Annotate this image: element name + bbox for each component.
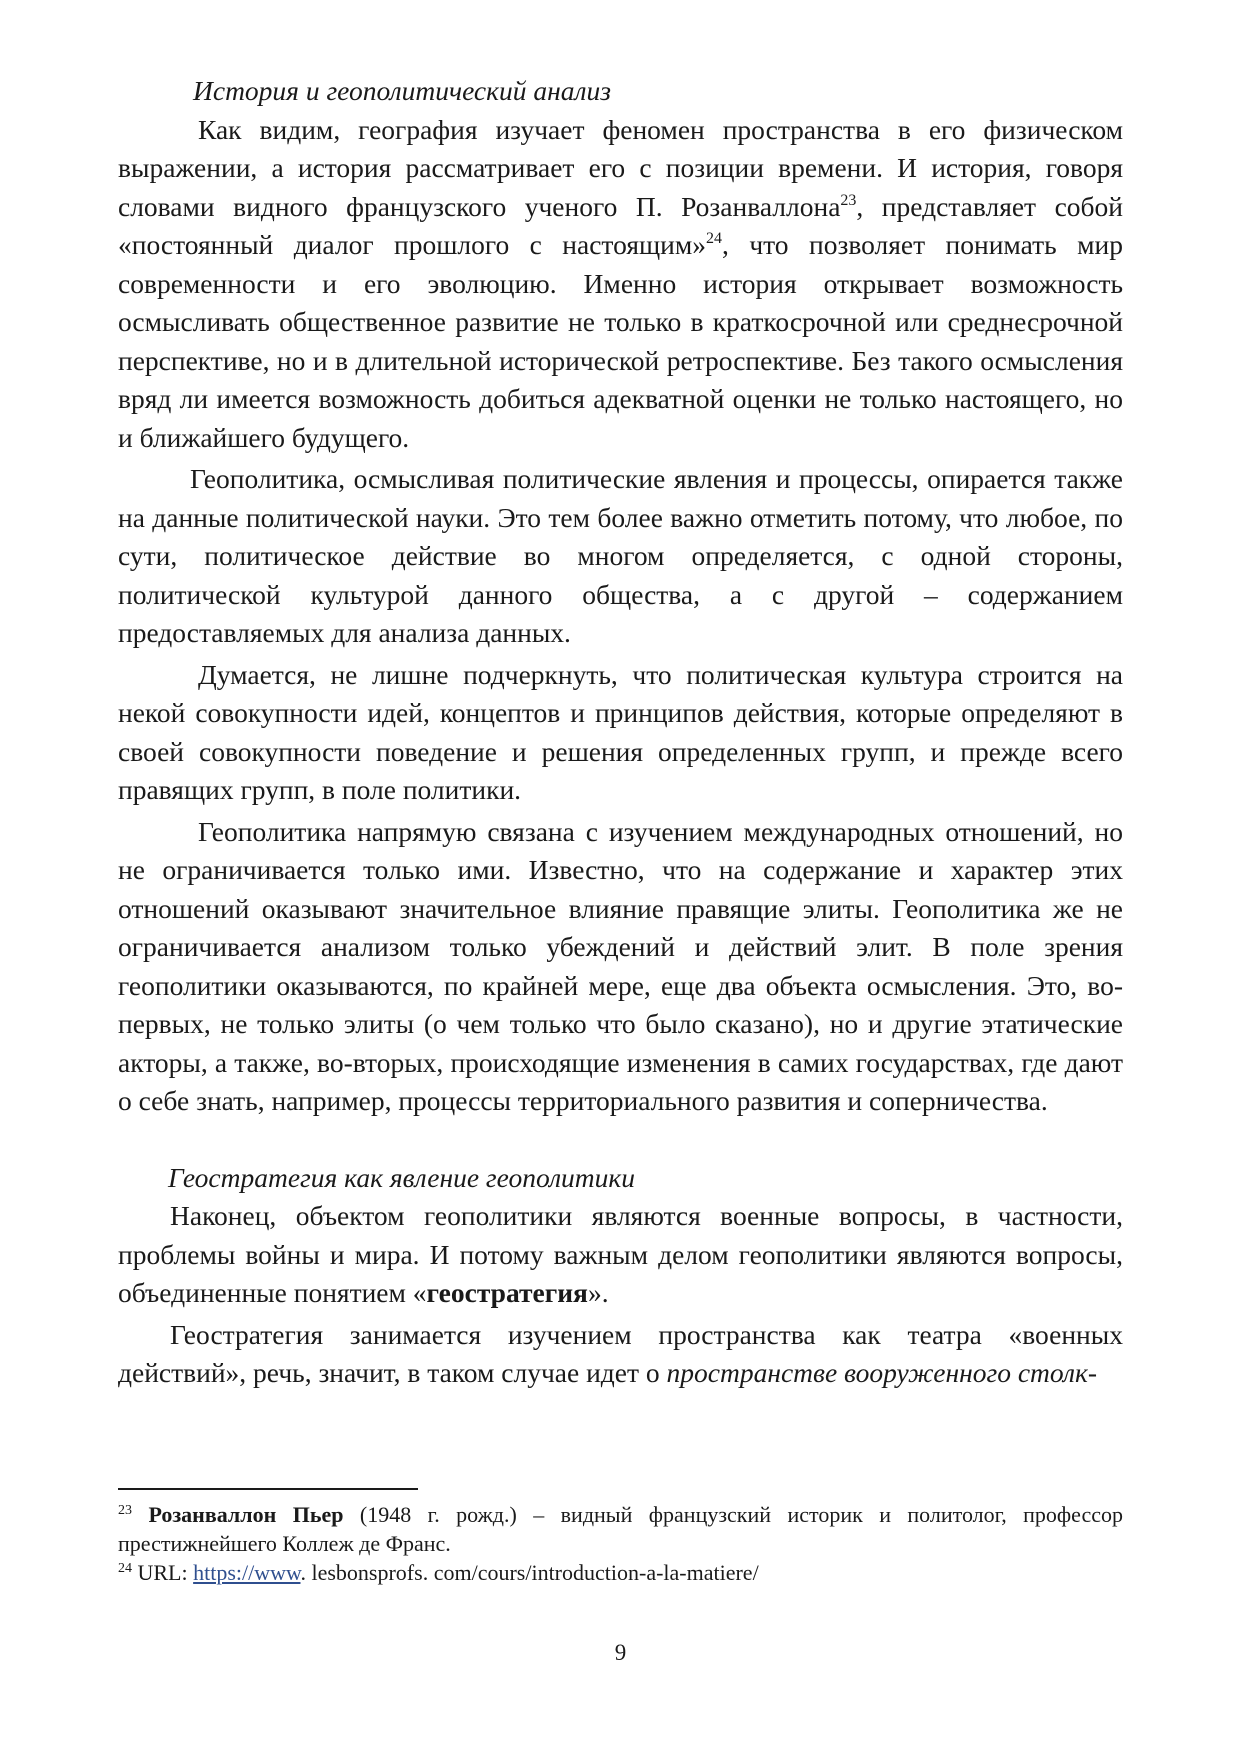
footnote-23-text: (1948 г. рожд.) – видный французский историк и политолог, профессор престижнейшего Коллеж де Франс. (118, 1502, 1124, 1556)
section-heading-history: История и геополитический анализ (193, 75, 611, 106)
footnote-23-number: 23 (118, 1503, 132, 1518)
footnotes (118, 1488, 1123, 1587)
paragraph-political-culture: Думается, не лишне подчеркнуть, что политическая культура строится на некой совокупности идей, концептов и принципов действия, которые определяют в своей совокупности поведение и решения определенных групп, и прежде всего правящих групп, в поле политики. (118, 658, 1123, 805)
page-number: 9 (614, 1640, 627, 1665)
footnote-24 (118, 1558, 1123, 1587)
paragraph-history (118, 111, 1123, 458)
footnote-23 (118, 1500, 1123, 1558)
footnote-24-number: 24 (118, 1561, 132, 1576)
footnote-ref-24[interactable]: 24 (706, 230, 723, 247)
paragraph-history-part-b: , представляет собой «постоянный диалог прошлого с настоящим» (118, 190, 1123, 260)
main-text (118, 72, 1123, 1396)
paragraph-geostrategy-italic: пространстве вооруженного столк- (666, 1357, 1097, 1388)
paragraph-geostrategy-definition (118, 1316, 1123, 1393)
footnote-24-rest: . lesbonsprofs. com/cours/introduction-a-la-matiere/ (300, 1560, 759, 1585)
footnote-24-prefix: URL: (132, 1560, 194, 1585)
paragraph-history-part-c: , что позволяет понимать мир современности и его эволюцию. Именно история открывает возможность осмысливать общественное развитие не только в краткосрочной или среднесрочной перспективе, но и в длительной исторической ретроспективе. Без такого осмысления вряд ли имеется возможность добиться адекватной оценки не только настоящего, но и ближайшего будущего. (118, 229, 1123, 453)
paragraph-military-questions (118, 1197, 1123, 1313)
paragraph-military-part-a: Наконец, объектом геополитики являются военные вопросы, в частности, проблемы войны и мира. И потому важным делом геополитики являются вопросы, объединенные понятием « (118, 1200, 1123, 1308)
paragraph-military-part-b: ». (587, 1277, 609, 1308)
paragraph-political-science: Геополитика, осмысливая политические явления и процессы, опирается также на данные политической науки. Это тем более важно отметить потому, что любое, по сути, политическое действие во многом определяется, с одной стороны, политической культурой данного общества, а с другой – содержанием предоставляемых для анализа данных. (118, 463, 1123, 648)
section-heading-geostrategy: Геостратегия как явление геополитики (168, 1161, 636, 1193)
footnote-separator (118, 1488, 418, 1490)
footnote-23-name: Розанваллон Пьер (148, 1502, 344, 1527)
footnote-24-link[interactable]: https://www (193, 1560, 301, 1585)
paragraph-international-relations: Геополитика напрямую связана с изучением международных отношений, но не ограничивается только ими. Известно, что на содержание и характер этих отношений оказывают значительное влияние правящие элиты. Геополитика же не ограничивается анализом только убеждений и действий элит. В поле зрения геополитики оказываются, по крайней мере, еще два объекта осмысления. Это, во-первых, не только элиты (о чем только что было сказано), но и другие этатические акторы, а также, во-вторых, происходящие изменения в самих государствах, где дают о себе знать, например, процессы территориального развития и соперничества. (118, 815, 1123, 1116)
term-geostrategy: геостратегия (426, 1277, 588, 1308)
paragraph-geostrategy-part-a: Геостратегия занимается изучением пространства как театра «военных действий», речь, значит, в таком случае идет о (118, 1318, 1123, 1388)
footnote-ref-23[interactable]: 23 (840, 191, 857, 209)
paragraph-history-part-a: Как видим, география изучает феномен пространства в его физическом выражении, а история рассматривает его с позиции времени. И история, говоря словами видного французского ученого П. Розанваллона (118, 113, 1123, 222)
